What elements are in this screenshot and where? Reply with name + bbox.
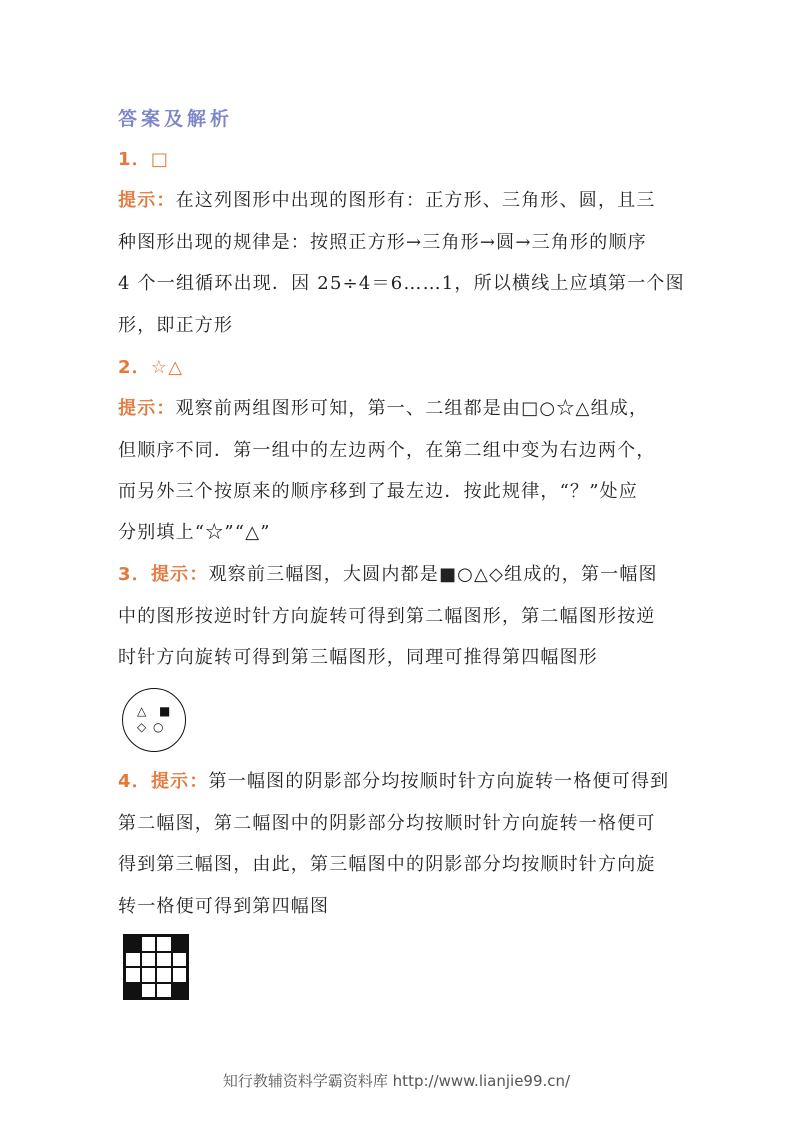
- diamond-icon: ◇: [137, 720, 147, 734]
- q4-answer-grid: [123, 934, 189, 1000]
- grid-cell: [125, 983, 141, 999]
- grid-cell: [125, 967, 141, 983]
- circle-icon: ○: [153, 720, 164, 734]
- q2-hint-line-4: 分别填上“☆”“△”: [118, 522, 271, 543]
- q4-hint-line-4: 转一格便可得到第四幅图: [118, 896, 330, 917]
- triangle-icon: △: [137, 704, 147, 718]
- grid-cell: [172, 952, 188, 968]
- q2-hint-line-3: 而另外三个按原来的顺序移到了最左边．按此规律，“？”处应: [118, 481, 639, 502]
- footer-watermark: 知行教辅资料学霸资料库 http://www.lianjie99.cn/: [222, 1072, 571, 1090]
- grid-cell: [125, 936, 141, 952]
- grid-cell: [172, 936, 188, 952]
- grid-cell: [172, 967, 188, 983]
- q3-answer-figure: [122, 688, 186, 752]
- q4-hint-line-3: 得到第三幅图，由此，第三幅图中的阴影部分均按顺时针方向旋: [118, 854, 656, 875]
- grid-cell: [141, 936, 157, 952]
- q1-answer: 1．□: [118, 149, 170, 170]
- q3-hint-line-1: 3．提示：观察前三幅图，大圆内都是■○△◇组成的，第一幅图: [118, 564, 658, 585]
- q2-hint-line-2: 但顺序不同．第一组中的左边两个，在第二组中变为右边两个，: [118, 440, 656, 461]
- q4-hint-line-1: 4．提示：第一幅图的阴影部分均按顺时针方向旋转一格便可得到: [118, 771, 670, 792]
- q1-hint-line-2: 种图形出现的规律是：按照正方形→三角形→圆→三角形的顺序: [118, 232, 647, 253]
- q3-hint-line-3: 时针方向旋转可得到第三幅图形，同理可推得第四幅图形: [118, 647, 598, 668]
- q2-hint-line-1: 提示：观察前两组图形可知，第一、二组都是由□○☆△组成，: [118, 398, 649, 419]
- filled-square-icon: ■: [159, 704, 171, 718]
- q3-hint-label: 提示：: [150, 564, 209, 585]
- q3-number: 3．: [118, 564, 151, 585]
- q1-hint-line-1: 提示：在这列图形中出现的图形有：正方形、三角形、圆，且三: [118, 190, 656, 211]
- grid-cell: [141, 952, 157, 968]
- grid-cell: [172, 983, 188, 999]
- section-title: 答案及解析: [118, 108, 234, 130]
- q1-hint-label: 提示：: [118, 190, 176, 211]
- grid-cell: [156, 952, 172, 968]
- grid-cell: [156, 936, 172, 952]
- grid-cell: [156, 983, 172, 999]
- q4-number: 4．: [118, 771, 151, 792]
- q3-hint-line-2: 中的图形按逆时针方向旋转可得到第二幅图形，第二幅图形按逆: [118, 606, 656, 627]
- grid-cell: [141, 967, 157, 983]
- q1-hint-line-3: 4 个一组循环出现．因 25÷4＝6……1，所以横线上应填第一个图: [118, 273, 685, 294]
- q4-hint-line-2: 第二幅图，第二幅图中的阴影部分均按顺时针方向旋转一格便可: [118, 813, 656, 834]
- grid-cell: [141, 983, 157, 999]
- q2-answer: 2．☆△: [118, 357, 184, 378]
- q2-hint-label: 提示：: [118, 398, 176, 419]
- grid-cell: [156, 967, 172, 983]
- q1-hint-line-4: 形，即正方形: [118, 315, 234, 336]
- q4-hint-label: 提示：: [150, 771, 209, 792]
- grid-cell: [125, 952, 141, 968]
